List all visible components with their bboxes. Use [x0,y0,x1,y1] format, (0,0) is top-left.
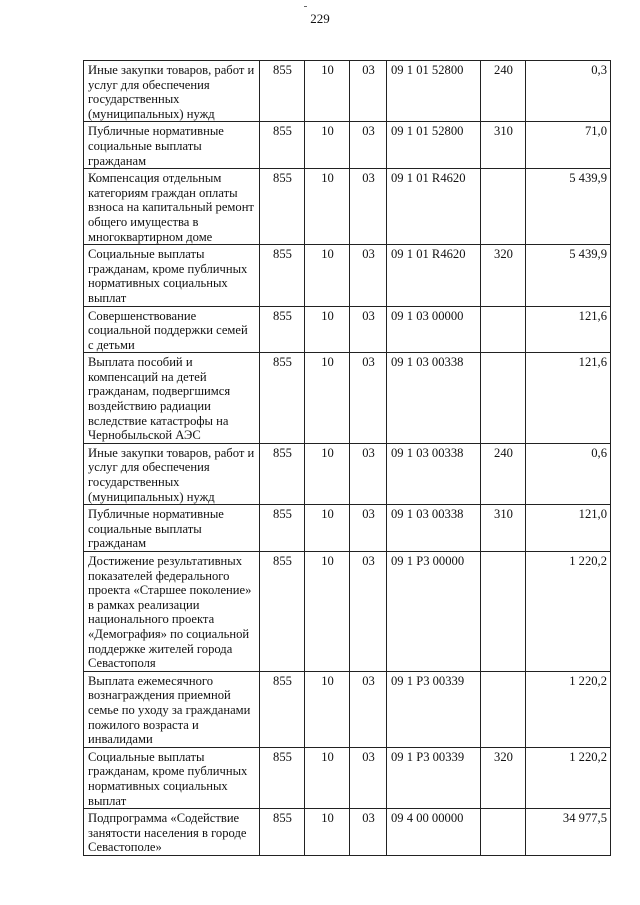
budget-table [83,60,611,856]
row-rz: 10 [305,552,350,672]
row-rz: 10 [305,122,350,169]
row-grbs: 855 [260,306,305,353]
table-row [84,809,611,856]
row-rz: 10 [305,443,350,504]
row-rz: 10 [305,245,350,306]
row-name: Публичные нормативные социальные выплаты гражданам [84,505,260,552]
row-csr: 09 1 03 00338 [387,443,481,504]
row-name: Иные закупки товаров, работ и услуг для обеспечения государственных (муниципальных) нужд [84,443,260,504]
row-grbs: 855 [260,505,305,552]
page-number: 229 [310,11,330,26]
row-grbs: 855 [260,809,305,856]
row-name: Подпрограмма «Содействие занятости населения в городе Севастополе» [84,809,260,856]
row-sum: 1 220,2 [526,747,611,808]
row-rz: 10 [305,61,350,122]
table-row [84,122,611,169]
row-csr: 09 1 01 52800 [387,61,481,122]
table-row [84,306,611,353]
table-row [84,671,611,747]
row-sum: 121,0 [526,505,611,552]
row-csr: 09 1 03 00000 [387,306,481,353]
row-vr [481,809,526,856]
row-grbs: 855 [260,747,305,808]
row-sum: 1 220,2 [526,552,611,672]
row-name: Достижение результативных показателей федерального проекта «Старшее поколение» в рамках реализации национального проекта «Демография» по социальной поддержке жителей города Севастополя [84,552,260,672]
row-sum: 0,6 [526,443,611,504]
table-row [84,552,611,672]
row-sum: 34 977,5 [526,809,611,856]
row-vr [481,671,526,747]
row-vr: 240 [481,443,526,504]
row-vr: 240 [481,61,526,122]
row-vr: 320 [481,245,526,306]
row-grbs: 855 [260,61,305,122]
table-body [84,61,611,856]
row-name: Компенсация отдельным категориям граждан оплаты взноса на капитальный ремонт общего имущества в многоквартирном доме [84,169,260,245]
row-pr: 03 [350,671,387,747]
row-sum: 71,0 [526,122,611,169]
row-grbs: 855 [260,552,305,672]
table-row [84,169,611,245]
row-name: Социальные выплаты гражданам, кроме публичных нормативных социальных выплат [84,747,260,808]
row-vr [481,306,526,353]
row-name: Иные закупки товаров, работ и услуг для обеспечения государственных (муниципальных) нужд [84,61,260,122]
row-csr: 09 1 03 00338 [387,353,481,444]
row-rz: 10 [305,169,350,245]
scan-artifact [304,6,307,7]
row-grbs: 855 [260,353,305,444]
row-pr: 03 [350,809,387,856]
row-pr: 03 [350,169,387,245]
row-pr: 03 [350,122,387,169]
row-csr: 09 1 01 R4620 [387,169,481,245]
row-sum: 5 439,9 [526,169,611,245]
row-rz: 10 [305,747,350,808]
row-sum: 0,3 [526,61,611,122]
row-csr: 09 1 03 00338 [387,505,481,552]
row-grbs: 855 [260,169,305,245]
row-csr: 09 4 00 00000 [387,809,481,856]
row-grbs: 855 [260,245,305,306]
row-grbs: 855 [260,443,305,504]
row-vr [481,552,526,672]
row-csr: 09 1 01 52800 [387,122,481,169]
row-rz: 10 [305,671,350,747]
row-sum: 121,6 [526,353,611,444]
row-name: Социальные выплаты гражданам, кроме публичных нормативных социальных выплат [84,245,260,306]
table-row [84,61,611,122]
row-name: Публичные нормативные социальные выплаты гражданам [84,122,260,169]
row-vr: 310 [481,122,526,169]
row-pr: 03 [350,505,387,552]
row-csr: 09 1 01 R4620 [387,245,481,306]
table-row [84,245,611,306]
row-csr: 09 1 P3 00339 [387,747,481,808]
table-row [84,443,611,504]
row-vr [481,169,526,245]
table-row [84,747,611,808]
row-name: Совершенствование социальной поддержки семей с детьми [84,306,260,353]
row-sum: 1 220,2 [526,671,611,747]
table-row [84,505,611,552]
row-name: Выплата пособий и компенсаций на детей гражданам, подвергшимся воздействию радиации вследствие катастрофы на Чернобыльской АЭС [84,353,260,444]
row-csr: 09 1 P3 00000 [387,552,481,672]
row-pr: 03 [350,61,387,122]
row-pr: 03 [350,306,387,353]
row-vr: 310 [481,505,526,552]
row-sum: 5 439,9 [526,245,611,306]
row-grbs: 855 [260,671,305,747]
row-rz: 10 [305,809,350,856]
row-pr: 03 [350,245,387,306]
row-grbs: 855 [260,122,305,169]
row-pr: 03 [350,552,387,672]
row-pr: 03 [350,747,387,808]
row-vr: 320 [481,747,526,808]
table-row [84,353,611,444]
row-rz: 10 [305,505,350,552]
row-csr: 09 1 P3 00339 [387,671,481,747]
row-rz: 10 [305,306,350,353]
row-pr: 03 [350,443,387,504]
row-pr: 03 [350,353,387,444]
row-vr [481,353,526,444]
row-rz: 10 [305,353,350,444]
row-sum: 121,6 [526,306,611,353]
row-name: Выплата ежемесячного вознаграждения приемной семье по уходу за гражданами пожилого возраста и инвалидами [84,671,260,747]
